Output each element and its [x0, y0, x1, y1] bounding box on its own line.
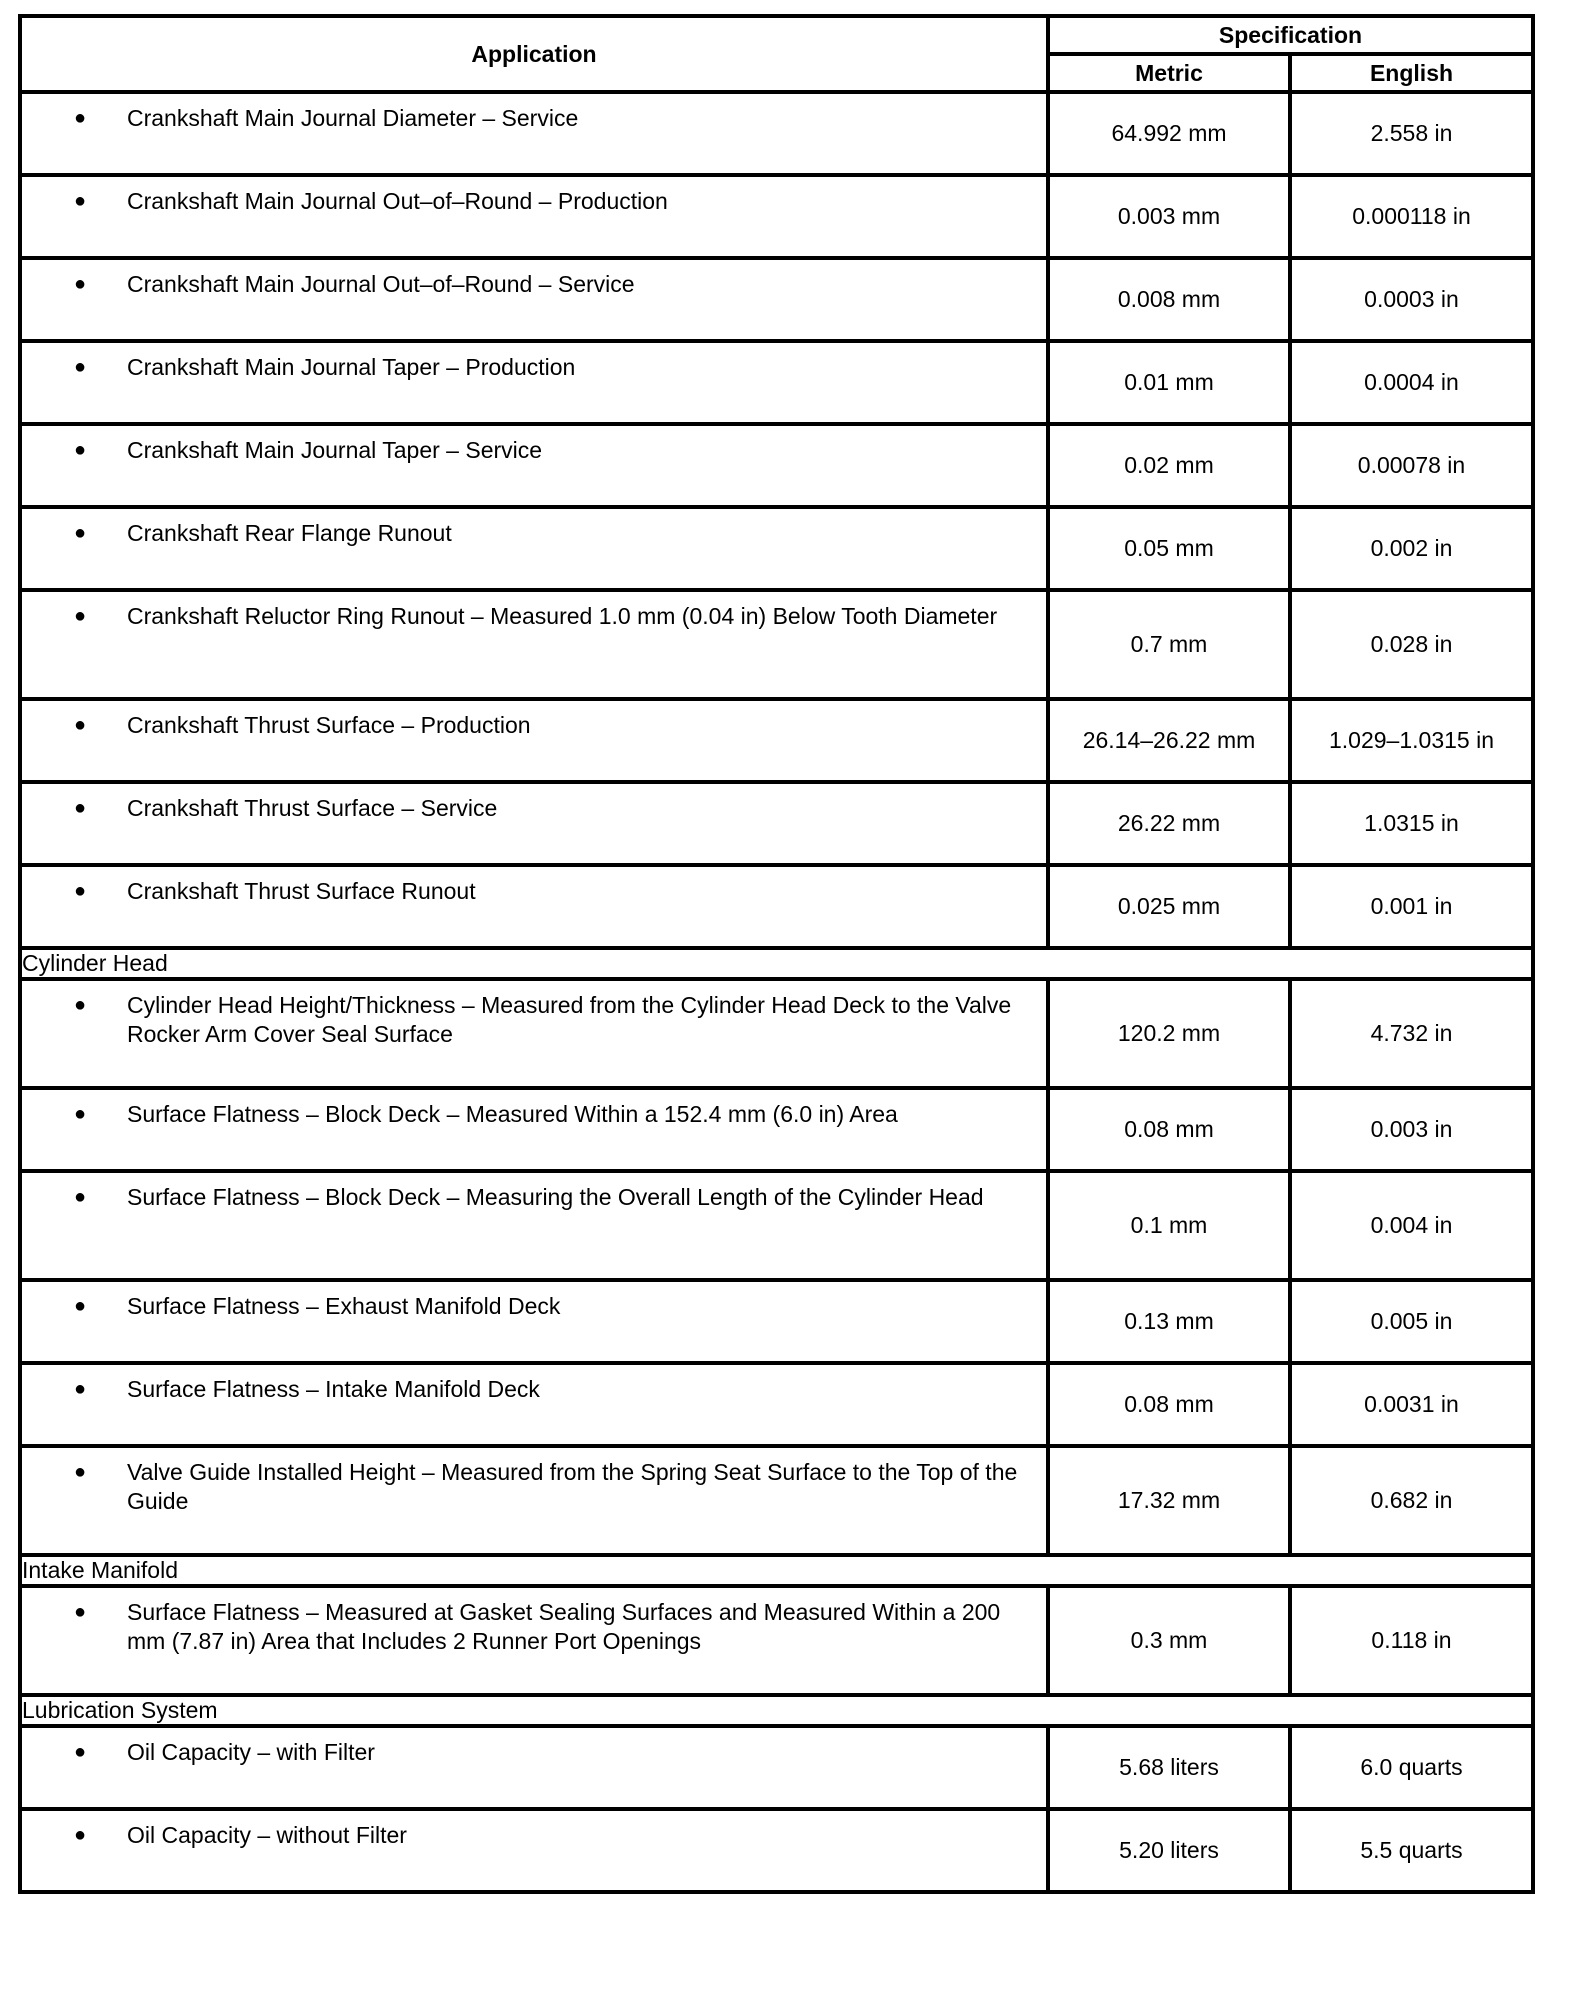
metric-value: 64.992 mm: [1048, 92, 1290, 175]
application-text: Surface Flatness – Intake Manifold Deck: [127, 1376, 540, 1402]
application-text: Crankshaft Thrust Surface – Service: [127, 795, 498, 821]
application-cell: [20, 175, 1048, 258]
application-text: Crankshaft Thrust Surface Runout: [127, 878, 476, 904]
metric-value: 5.20 liters: [1048, 1809, 1290, 1892]
table-row: [20, 782, 1533, 865]
metric-value: 0.13 mm: [1048, 1280, 1290, 1363]
table-row: [20, 1363, 1533, 1446]
application-cell: [20, 699, 1048, 782]
english-value: 6.0 quarts: [1290, 1726, 1533, 1809]
application-cell: [20, 258, 1048, 341]
bullet-icon: ●: [74, 356, 87, 378]
application-cell: [20, 1088, 1048, 1171]
english-value: 0.0004 in: [1290, 341, 1533, 424]
application-text: Oil Capacity – without Filter: [127, 1822, 407, 1848]
table-row: [20, 1088, 1533, 1171]
metric-value: 0.3 mm: [1048, 1586, 1290, 1695]
metric-value: 0.008 mm: [1048, 258, 1290, 341]
application-cell: [20, 1809, 1048, 1892]
english-value: 0.000118 in: [1290, 175, 1533, 258]
bullet-icon: ●: [74, 1186, 87, 1208]
english-value: 0.004 in: [1290, 1171, 1533, 1280]
specification-table: [18, 14, 1535, 1894]
table-header: [20, 16, 1533, 92]
metric-value: 0.025 mm: [1048, 865, 1290, 948]
table-row: [20, 341, 1533, 424]
metric-value: 0.01 mm: [1048, 341, 1290, 424]
section-row: [20, 1695, 1533, 1726]
table-body: [20, 92, 1533, 1892]
section-title: Cylinder Head: [20, 948, 1533, 979]
english-value: 0.001 in: [1290, 865, 1533, 948]
application-cell: [20, 1171, 1048, 1280]
metric-value: 0.05 mm: [1048, 507, 1290, 590]
application-header: Application: [20, 16, 1048, 92]
table-row: [20, 590, 1533, 699]
section-row: [20, 1555, 1533, 1586]
bullet-icon: ●: [74, 1824, 87, 1846]
application-text: Crankshaft Rear Flange Runout: [127, 520, 452, 546]
bullet-icon: ●: [74, 1601, 87, 1623]
application-text: Crankshaft Main Journal Diameter – Service: [127, 105, 579, 131]
bullet-icon: ●: [74, 1103, 87, 1125]
section-row: [20, 948, 1533, 979]
english-value: 0.028 in: [1290, 590, 1533, 699]
specification-header: Specification: [1048, 16, 1533, 54]
bullet-icon: ●: [74, 1461, 87, 1483]
bullet-icon: ●: [74, 714, 87, 736]
english-value: 1.029–1.0315 in: [1290, 699, 1533, 782]
application-cell: [20, 341, 1048, 424]
metric-header: Metric: [1048, 54, 1290, 92]
application-text: Crankshaft Thrust Surface – Production: [127, 712, 531, 738]
bullet-icon: ●: [74, 994, 87, 1016]
bullet-icon: ●: [74, 273, 87, 295]
english-value: 0.682 in: [1290, 1446, 1533, 1555]
table-row: [20, 258, 1533, 341]
bullet-icon: ●: [74, 1378, 87, 1400]
english-value: 0.00078 in: [1290, 424, 1533, 507]
english-value: 0.0003 in: [1290, 258, 1533, 341]
table-row: [20, 175, 1533, 258]
english-value: 0.003 in: [1290, 1088, 1533, 1171]
application-cell: [20, 92, 1048, 175]
bullet-icon: ●: [74, 1295, 87, 1317]
application-cell: [20, 1280, 1048, 1363]
application-text: Cylinder Head Height/Thickness – Measured from the Cylinder Head Deck to the Valve Rocker Arm Cover Seal Surface: [127, 992, 1012, 1047]
table-row: [20, 92, 1533, 175]
metric-value: 5.68 liters: [1048, 1726, 1290, 1809]
table-row: [20, 1809, 1533, 1892]
application-cell: [20, 1446, 1048, 1555]
bullet-icon: ●: [74, 522, 87, 544]
bullet-icon: ●: [74, 1741, 87, 1763]
application-text: Surface Flatness – Exhaust Manifold Deck: [127, 1293, 561, 1319]
english-value: 2.558 in: [1290, 92, 1533, 175]
english-value: 5.5 quarts: [1290, 1809, 1533, 1892]
metric-value: 0.08 mm: [1048, 1088, 1290, 1171]
application-text: Surface Flatness – Measured at Gasket Sealing Surfaces and Measured Within a 200 mm (7.87 in) Area that Includes 2 Runner Port Openings: [127, 1599, 1001, 1654]
bullet-icon: ●: [74, 880, 87, 902]
application-text: Surface Flatness – Block Deck – Measuring the Overall Length of the Cylinder Head: [127, 1184, 984, 1210]
metric-value: 0.003 mm: [1048, 175, 1290, 258]
metric-value: 0.08 mm: [1048, 1363, 1290, 1446]
table-row: [20, 1726, 1533, 1809]
table-row: [20, 1280, 1533, 1363]
application-text: Crankshaft Reluctor Ring Runout – Measured 1.0 mm (0.04 in) Below Tooth Diameter: [127, 603, 998, 629]
table-row: [20, 865, 1533, 948]
table-row: [20, 507, 1533, 590]
table-row: [20, 1171, 1533, 1280]
english-header: English: [1290, 54, 1533, 92]
section-title: Intake Manifold: [20, 1555, 1533, 1586]
application-text: Crankshaft Main Journal Out–of–Round – Service: [127, 271, 635, 297]
application-cell: [20, 1586, 1048, 1695]
metric-value: 0.1 mm: [1048, 1171, 1290, 1280]
application-cell: [20, 1363, 1048, 1446]
application-text: Surface Flatness – Block Deck – Measured Within a 152.4 mm (6.0 in) Area: [127, 1101, 898, 1127]
metric-value: 0.02 mm: [1048, 424, 1290, 507]
application-text: Crankshaft Main Journal Out–of–Round – Production: [127, 188, 668, 214]
application-cell: [20, 424, 1048, 507]
section-title: Lubrication System: [20, 1695, 1533, 1726]
application-text: Crankshaft Main Journal Taper – Production: [127, 354, 576, 380]
bullet-icon: ●: [74, 605, 87, 627]
bullet-icon: ●: [74, 190, 87, 212]
english-value: 0.002 in: [1290, 507, 1533, 590]
application-cell: [20, 590, 1048, 699]
english-value: 0.005 in: [1290, 1280, 1533, 1363]
metric-value: 120.2 mm: [1048, 979, 1290, 1088]
bullet-icon: ●: [74, 797, 87, 819]
application-cell: [20, 979, 1048, 1088]
application-cell: [20, 782, 1048, 865]
application-text: Valve Guide Installed Height – Measured from the Spring Seat Surface to the Top of the Guide: [127, 1459, 1018, 1514]
english-value: 0.118 in: [1290, 1586, 1533, 1695]
application-cell: [20, 1726, 1048, 1809]
table-row: [20, 1446, 1533, 1555]
table-row: [20, 979, 1533, 1088]
metric-value: 26.14–26.22 mm: [1048, 699, 1290, 782]
english-value: 0.0031 in: [1290, 1363, 1533, 1446]
english-value: 4.732 in: [1290, 979, 1533, 1088]
application-text: Oil Capacity – with Filter: [127, 1739, 375, 1765]
application-cell: [20, 507, 1048, 590]
table-row: [20, 1586, 1533, 1695]
english-value: 1.0315 in: [1290, 782, 1533, 865]
metric-value: 0.7 mm: [1048, 590, 1290, 699]
bullet-icon: ●: [74, 107, 87, 129]
application-cell: [20, 865, 1048, 948]
metric-value: 17.32 mm: [1048, 1446, 1290, 1555]
table-row: [20, 424, 1533, 507]
table-row: [20, 699, 1533, 782]
bullet-icon: ●: [74, 439, 87, 461]
application-text: Crankshaft Main Journal Taper – Service: [127, 437, 543, 463]
metric-value: 26.22 mm: [1048, 782, 1290, 865]
